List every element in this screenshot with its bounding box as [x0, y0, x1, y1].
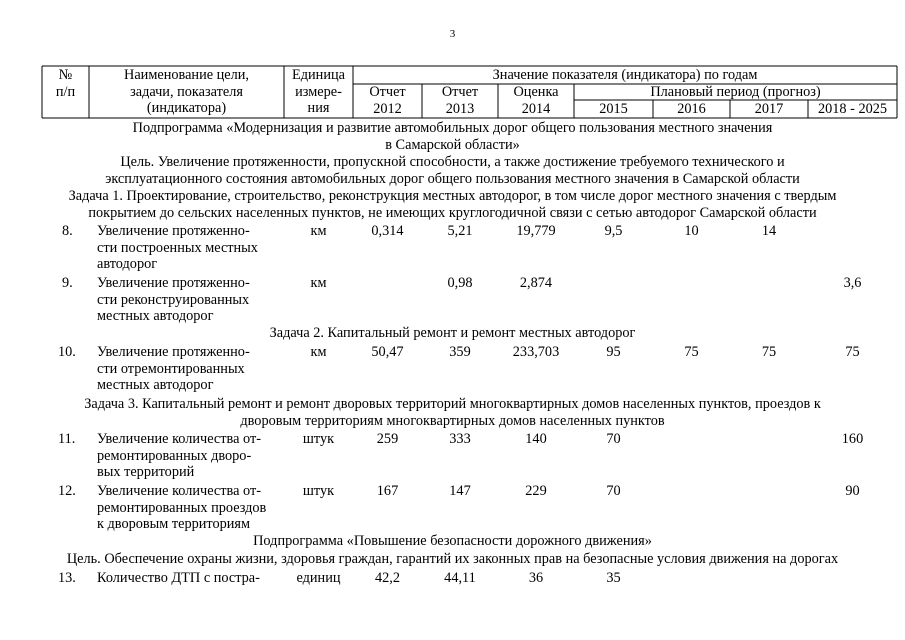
value-2015: 70: [606, 431, 621, 447]
indicator-name: Увеличение протяженно- сти реконструированных местных автодорог: [97, 275, 250, 324]
value-2013: 5,21: [447, 223, 473, 239]
value-2014: 36: [528, 570, 544, 586]
header-report-2013: Отчет 2013: [441, 84, 479, 117]
row-number: 10.: [58, 344, 76, 360]
value-2014: 229: [525, 483, 547, 499]
unit-cell: км: [310, 223, 327, 239]
unit-cell: км: [310, 344, 327, 360]
row-number: 13.: [58, 570, 76, 586]
row-number: 12.: [58, 483, 76, 499]
task-title: Задача 2. Капитальный ремонт и ремонт местных автодорог: [269, 325, 636, 341]
header-year-2016: 2016: [677, 101, 706, 117]
value-2017: 75: [761, 344, 777, 360]
header-year-2017: 2017: [754, 101, 784, 117]
header-values-group: Значение показателя (индикатора) по годам: [492, 67, 758, 83]
value-2013: 333: [449, 431, 471, 447]
value-2018-2025: 3,6: [843, 275, 862, 291]
row-number: 8.: [62, 223, 73, 239]
header-name: Наименование цели, задачи, показателя (индикатора): [124, 67, 249, 116]
task-title: Задача 3. Капитальный ремонт и ремонт дворовых территорий многоквартирных домов населенных пунктов, проездов к дворовым территориям многоквартирных домов населенных пунктов: [84, 396, 821, 429]
value-2015: 35: [606, 570, 621, 586]
unit-cell: единиц: [296, 570, 341, 586]
value-2012: 50,47: [371, 344, 404, 360]
indicator-name: Увеличение протяженно- сти отремонтированных местных автодорог: [97, 344, 250, 393]
value-2014: 19,779: [516, 223, 556, 239]
value-2013: 147: [449, 483, 471, 499]
value-2018-2025: 90: [845, 483, 860, 499]
header-report-2012: Отчет 2012: [369, 84, 406, 117]
value-2016: 10: [684, 223, 699, 239]
value-2017: 14: [761, 223, 777, 239]
value-2013: 0,98: [447, 275, 473, 291]
unit-cell: км: [310, 275, 327, 291]
header-estimate-2014: Оценка 2014: [513, 84, 559, 117]
goal-text: Цель. Увеличение протяженности, пропускной способности, а также достижение требуемого технического и эксплуатационного состояния автомобильных дорог общего пользования местного значения в Самарской области: [105, 154, 800, 187]
row-number: 11.: [58, 431, 76, 447]
value-2016: 75: [684, 344, 699, 360]
value-2015: 70: [606, 483, 621, 499]
value-2013: 359: [449, 344, 471, 360]
value-2012: 42,2: [374, 570, 401, 586]
indicator-name: Увеличение количества от- ремонтированных проездов к дворовым территориям: [97, 483, 267, 532]
goal-text: Цель. Обеспечение охраны жизни, здоровья граждан, гарантий их законных прав на безопасные условия движения на дорогах: [66, 551, 839, 567]
value-2014: 2,874: [519, 275, 553, 291]
subprogram-title: Подпрограмма «Повышение безопасности дорожного движения»: [253, 533, 652, 549]
value-2015: 9,5: [604, 223, 623, 239]
header-plan-period: Плановый период (прогноз): [650, 84, 821, 100]
value-2012: 259: [376, 431, 399, 447]
header-year-2015: 2015: [599, 101, 628, 117]
unit-cell: штук: [302, 431, 335, 447]
row-number: 9.: [62, 275, 73, 291]
unit-cell: штук: [302, 483, 335, 499]
value-2018-2025: 75: [845, 344, 860, 360]
indicator-name: Увеличение протяженно- сти построенных местных автодорог: [97, 223, 258, 272]
indicator-name: Увеличение количества от- ремонтированных дворо- вых территорий: [97, 431, 261, 480]
subprogram-title: Подпрограмма «Модернизация и развитие автомобильных дорог общего пользования местного значения в Самарской области»: [132, 120, 773, 153]
header-num: № п/п: [55, 67, 76, 100]
value-2015: 95: [606, 344, 621, 360]
value-2012: 167: [376, 483, 399, 499]
page-number: 3: [449, 28, 456, 40]
header-year-2018-2025: 2018 - 2025: [817, 101, 888, 117]
task-title: Задача 1. Проектирование, строительство, реконструкция местных автодорог, в том числе дорог местного значения с твердым покрытием до сельских населенных пунктов, не имеющих круглогодичной связи с сетью автодорог Самарской области: [68, 188, 837, 221]
value-2013: 44,11: [444, 570, 476, 586]
value-2014: 140: [525, 431, 547, 447]
value-2014: 233,703: [512, 344, 560, 360]
header-unit: Единица измере- ния: [292, 67, 345, 116]
value-2012: 0,314: [371, 223, 404, 239]
value-2018-2025: 160: [841, 431, 864, 447]
indicator-name: Количество ДТП с постра-: [97, 570, 260, 586]
